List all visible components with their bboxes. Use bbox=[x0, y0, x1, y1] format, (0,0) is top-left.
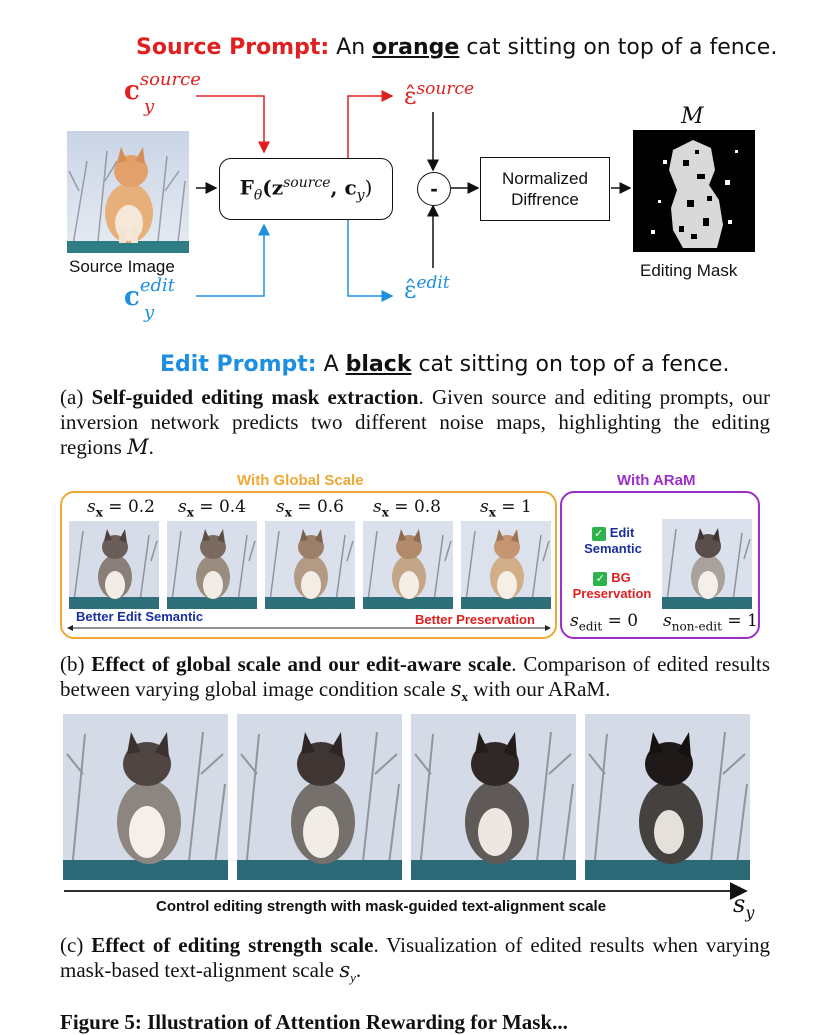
edit-prompt-after: cat sitting on top of a fence. bbox=[418, 352, 730, 377]
figure-caption-partial: Figure 5: Illustration of Attention Rewarding for Mask... bbox=[60, 1010, 568, 1034]
source-image bbox=[67, 131, 189, 253]
check-edit-semantic: ✓ Edit Semantic bbox=[584, 525, 642, 556]
strength-result-3 bbox=[411, 714, 576, 880]
global-scale-result-5 bbox=[461, 521, 551, 609]
c-source-symbol: $c^{source}$ y bbox=[124, 69, 201, 117]
check-icon: ✓ bbox=[592, 527, 606, 541]
source-prompt-label: Source Prompt: bbox=[136, 35, 330, 60]
global-scale-result-3 bbox=[265, 521, 355, 609]
global-scale-title: With Global Scale bbox=[237, 472, 364, 489]
mask-symbol: M bbox=[681, 104, 704, 129]
c-edit-symbol: $c^{edit}$ y bbox=[124, 275, 176, 323]
strength-arrow-label: Control editing strength with mask-guided text-alignment scale bbox=[156, 898, 607, 915]
edit-prompt-label: Edit Prompt: bbox=[160, 352, 317, 377]
better-edit-semantic-label: Better Edit Semantic bbox=[76, 609, 204, 624]
scale-label-5: $s_x = 1$ bbox=[480, 497, 532, 520]
source-prompt-highlight: orange bbox=[372, 35, 460, 60]
aram-title: With ARaM bbox=[617, 472, 696, 489]
edit-prompt-highlight: black bbox=[345, 352, 412, 377]
s-nonedit-label: $s_{non-edit} = 1$ bbox=[663, 611, 758, 634]
source-prompt-before: An bbox=[336, 35, 366, 60]
strength-result-1 bbox=[63, 714, 228, 880]
strength-result-4 bbox=[585, 714, 750, 880]
edit-prompt-before: A bbox=[323, 352, 339, 377]
strength-arrow bbox=[62, 884, 752, 898]
global-scale-result-2 bbox=[167, 521, 257, 609]
eps-edit-symbol: ε̂$^{edit}$ bbox=[404, 273, 450, 304]
source-image-label: Source Image bbox=[69, 257, 175, 276]
caption-c: (c) Effect of editing strength scale. Visualization of edited results when varying mask-based text-alignment scale $s_y$. bbox=[60, 933, 770, 986]
check-icon: ✓ bbox=[593, 572, 607, 586]
edit-prompt bbox=[160, 352, 729, 377]
eps-source-symbol: ε̂$^{source}$ bbox=[404, 79, 475, 110]
sy-axis-label: $s_y$ bbox=[733, 890, 755, 922]
inversion-network-box: $F_\theta(z^{source}$, $c_y$) bbox=[219, 158, 393, 220]
global-scale-result-1 bbox=[69, 521, 159, 609]
scale-label-1: $s_x = 0.2$ bbox=[87, 497, 155, 520]
global-scale-result-4 bbox=[363, 521, 453, 609]
aram-result bbox=[662, 519, 752, 609]
scale-label-4: $s_x = 0.8$ bbox=[373, 497, 441, 520]
better-preservation-label: Better Preservation bbox=[415, 612, 535, 627]
source-prompt-after: cat sitting on top of a fence. bbox=[466, 35, 778, 60]
scale-label-3: $s_x = 0.6$ bbox=[276, 497, 344, 520]
minus-operator: - bbox=[417, 172, 451, 206]
check-bg-preservation: ✓ BG Preservation bbox=[572, 570, 652, 601]
scale-label-2: $s_x = 0.4$ bbox=[178, 497, 246, 520]
editing-mask-image bbox=[633, 130, 755, 252]
caption-a: (a) Self-guided editing mask extraction. Given source and editing prompts, our inversion network predicts two different noise maps, highlighting the editing regions M. bbox=[60, 385, 770, 459]
caption-b: (b) Effect of global scale and our edit-aware scale. Comparison of edited results between varying global image condition scale $s_x$ with our ARaM. bbox=[60, 652, 770, 705]
s-edit-label: $s_{edit} = 0$ bbox=[570, 611, 639, 634]
mask-label: Editing Mask bbox=[640, 261, 738, 280]
normalized-difference-box: Normalized Diffrence bbox=[480, 157, 610, 221]
strength-result-2 bbox=[237, 714, 402, 880]
